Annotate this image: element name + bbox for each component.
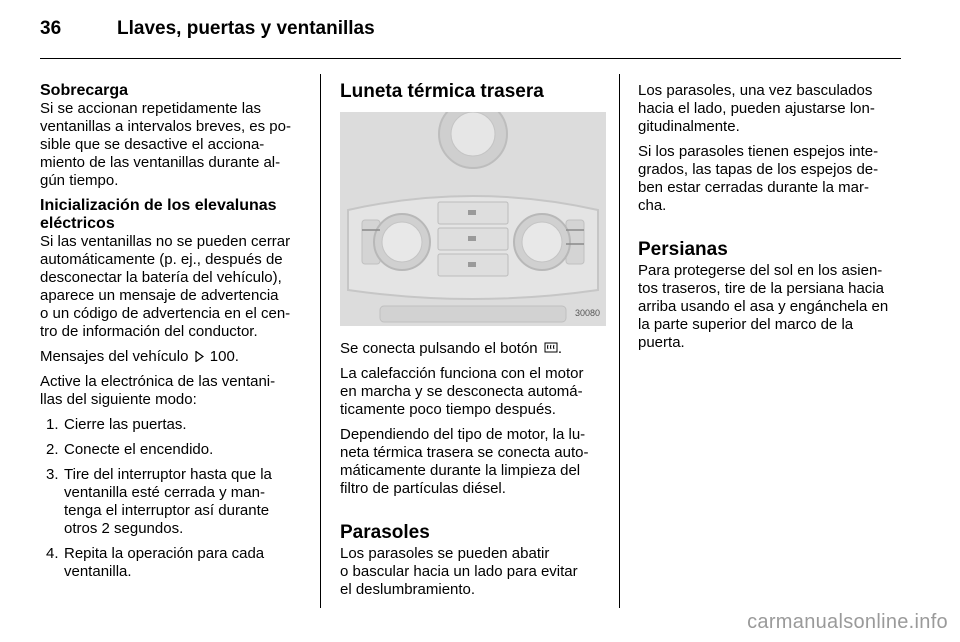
- text-line: neta térmica trasera se conecta auto-: [340, 444, 589, 461]
- text-line: Para protegerse del sol en los asien-: [638, 262, 883, 279]
- text-line: desconectar la batería del vehículo),: [40, 269, 282, 286]
- column-1: [40, 82, 305, 588]
- paragraph-calefaccion: [340, 365, 606, 419]
- rear-window-defrost-icon: [544, 342, 558, 354]
- heading-line: eléctricos: [40, 215, 115, 232]
- climate-control-panel-illustration: [340, 112, 606, 326]
- text-line: la parte superior del marco de la: [638, 316, 854, 333]
- text-line: o bascular hacia un lado para evitar: [340, 563, 578, 580]
- page-number: 36: [40, 18, 62, 39]
- heading-sobrecarga: Sobrecarga: [40, 82, 129, 99]
- text-line: gitudinalmente.: [638, 118, 740, 135]
- text-line: en marcha y se desconecta automá-: [340, 383, 583, 400]
- paragraph-basculados: [638, 82, 903, 136]
- text-line: ventanilla esté cerrada y man-: [64, 484, 265, 501]
- paragraph-parasoles: [340, 545, 606, 599]
- text-line: Si los parasoles tienen espejos inte-: [638, 143, 879, 160]
- text-line: sible que se desactive el acciona-: [40, 136, 265, 153]
- text-line: La calefacción funciona con el motor: [340, 365, 584, 382]
- column-separator: [619, 74, 620, 608]
- text-line: grados, las tapas de los espejos de-: [638, 161, 879, 178]
- text-line: Cierre las puertas.: [64, 416, 187, 433]
- column-separator: [320, 74, 321, 608]
- text-line: ventanilla.: [64, 563, 132, 580]
- text-line: o un código de advertencia en el cen-: [40, 305, 291, 322]
- text-line: cha.: [638, 197, 667, 214]
- paragraph-active: [40, 373, 305, 409]
- step-list: [40, 416, 305, 581]
- text-line: ticamente poco tiempo después.: [340, 401, 556, 418]
- page-title: Llaves, puertas y ventanillas: [117, 18, 375, 39]
- text-line: Los parasoles, una vez basculados: [638, 82, 873, 99]
- list-item: [40, 441, 305, 459]
- text-line: filtro de partículas diésel.: [340, 480, 506, 497]
- step-number: 2.: [46, 441, 59, 458]
- paragraph-mensajes: [40, 348, 305, 366]
- text-line: el deslumbramiento.: [340, 581, 476, 598]
- text-line: Conecte el encendido.: [64, 441, 214, 458]
- text-line: tenga el interruptor así durante: [64, 502, 270, 519]
- column-2: [340, 80, 606, 606]
- heading-line: Inicialización de los elevalunas: [40, 197, 277, 214]
- spacer: [638, 222, 903, 238]
- text-line: aparece un mensaje de advertencia: [40, 287, 279, 304]
- heading-luneta: Luneta térmica trasera: [340, 81, 544, 102]
- cross-reference-arrow-icon: [195, 351, 204, 362]
- climate-control-panel-figure: [340, 112, 606, 326]
- text-line: llas del siguiente modo:: [40, 391, 197, 408]
- cross-reference-link[interactable]: 100.: [209, 348, 239, 365]
- heading-inicializacion: [40, 197, 305, 233]
- text-line: gún tiempo.: [40, 172, 119, 189]
- paragraph-dependiendo: [340, 426, 606, 498]
- list-item: [40, 416, 305, 434]
- heading-parasoles: Parasoles: [340, 522, 430, 543]
- watermark: carmanualsonline.info: [747, 611, 948, 633]
- text-line: Si las ventanillas no se pueden cerrar: [40, 233, 291, 250]
- text-line: ventanillas a intervalos breves, es po-: [40, 118, 291, 135]
- text: Se conecta pulsando el botón: [340, 340, 538, 357]
- text-line: Dependiendo del tipo de motor, la lu-: [340, 426, 586, 443]
- paragraph-conecta: [340, 340, 606, 358]
- text-line: tro de información del conductor.: [40, 323, 258, 340]
- figure-code: 30080: [574, 308, 600, 318]
- text-line: arriba usando el asa y engánchela en: [638, 298, 889, 315]
- header-rule: [40, 58, 901, 59]
- step-number: 1.: [46, 416, 59, 433]
- text-line: ben estar cerradas durante la mar-: [638, 179, 869, 196]
- text-line: otros 2 segundos.: [64, 520, 184, 537]
- step-number: 4.: [46, 545, 59, 562]
- text-line: puerta.: [638, 334, 685, 351]
- text-line: automáticamente (p. ej., después de: [40, 251, 283, 268]
- heading-persianas: Persianas: [638, 239, 728, 260]
- column-3: [638, 82, 903, 359]
- list-item: [40, 466, 305, 538]
- paragraph-inicializacion: [40, 233, 305, 341]
- spacer: [340, 505, 606, 521]
- text-line: miento de las ventanillas durante al-: [40, 154, 281, 171]
- text-line: Si se accionan repetidamente las: [40, 100, 261, 117]
- paragraph-persianas: [638, 262, 903, 352]
- text-line: Repita la operación para cada: [64, 545, 265, 562]
- text-line: Tire del interruptor hasta que la: [64, 466, 272, 483]
- text-line: máticamente durante la limpieza del: [340, 462, 581, 479]
- text-line: hacia el lado, pueden ajustarse lon-: [638, 100, 875, 117]
- step-number: 3.: [46, 466, 59, 483]
- paragraph-espejos: [638, 143, 903, 215]
- paragraph-sobrecarga: [40, 100, 305, 190]
- mensajes-text: Mensajes del vehículo: [40, 348, 189, 365]
- list-item: [40, 545, 305, 581]
- text-line: tos traseros, tire de la persiana hacia: [638, 280, 884, 297]
- text-line: Active la electrónica de las ventani-: [40, 373, 276, 390]
- text: .: [557, 340, 562, 357]
- text-line: Los parasoles se pueden abatir: [340, 545, 550, 562]
